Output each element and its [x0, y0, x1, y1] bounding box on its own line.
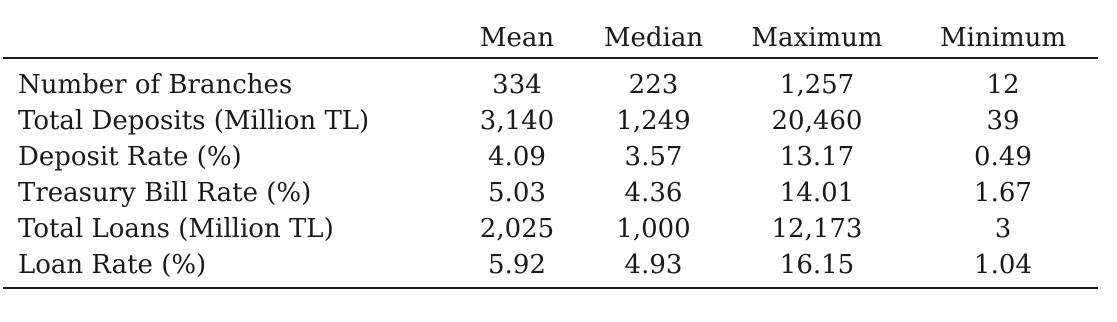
- header-row: [3, 8, 1098, 58]
- row-label: Treasury Bill Rate (%): [18, 178, 312, 208]
- table-row: [3, 103, 1098, 139]
- maximum-cell: 20,460: [771, 106, 863, 136]
- minimum-cell: 39: [986, 106, 1020, 136]
- median-cell: 4.36: [624, 178, 683, 208]
- row-label: Deposit Rate (%): [18, 142, 242, 172]
- median-cell: 223: [628, 70, 679, 100]
- minimum-cell: 3: [994, 214, 1012, 244]
- table-row: [3, 211, 1098, 247]
- median-cell: 4.93: [581, 247, 726, 288]
- header-cell-minimum: Minimum: [908, 8, 1098, 58]
- table-row: [3, 58, 1098, 103]
- minimum-cell: 12: [986, 70, 1020, 100]
- table-row: [3, 175, 1098, 211]
- median-cell: 3.57: [624, 142, 683, 172]
- median-cell: 1,000: [616, 214, 691, 244]
- row-label: Number of Branches: [18, 70, 293, 100]
- table-body: [3, 58, 1098, 288]
- header-cell-mean: Mean: [453, 8, 581, 58]
- mean-cell: 2,025: [479, 214, 555, 244]
- table-row: [3, 139, 1098, 175]
- table-header: [3, 8, 1098, 58]
- maximum-cell: 14.01: [779, 178, 855, 208]
- mean-cell: 5.03: [488, 178, 546, 208]
- mean-cell: 334: [492, 70, 542, 100]
- summary-statistics-table-container: [3, 8, 1098, 289]
- minimum-cell: 1.67: [974, 178, 1032, 208]
- row-label: Total Deposits (Million TL): [18, 106, 370, 136]
- maximum-cell: 1,257: [779, 70, 855, 100]
- minimum-cell: 0.49: [974, 142, 1032, 172]
- maximum-cell: 16.15: [726, 247, 908, 288]
- row-label: Total Loans (Million TL): [18, 214, 334, 244]
- summary-statistics-table: [3, 8, 1098, 289]
- row-label: Loan Rate (%): [3, 247, 453, 288]
- mean-cell: 3,140: [479, 106, 555, 136]
- maximum-cell: 12,173: [771, 214, 863, 244]
- header-cell-median: Median: [581, 8, 726, 58]
- mean-cell: 4.09: [488, 142, 546, 172]
- maximum-cell: 13.17: [779, 142, 855, 172]
- median-cell: 1,249: [616, 106, 691, 136]
- header-cell-maximum: Maximum: [726, 8, 908, 58]
- table-row: [3, 247, 1098, 288]
- minimum-cell: 1.04: [908, 247, 1098, 288]
- mean-cell: 5.92: [453, 247, 581, 288]
- header-cell-label: [3, 8, 453, 58]
